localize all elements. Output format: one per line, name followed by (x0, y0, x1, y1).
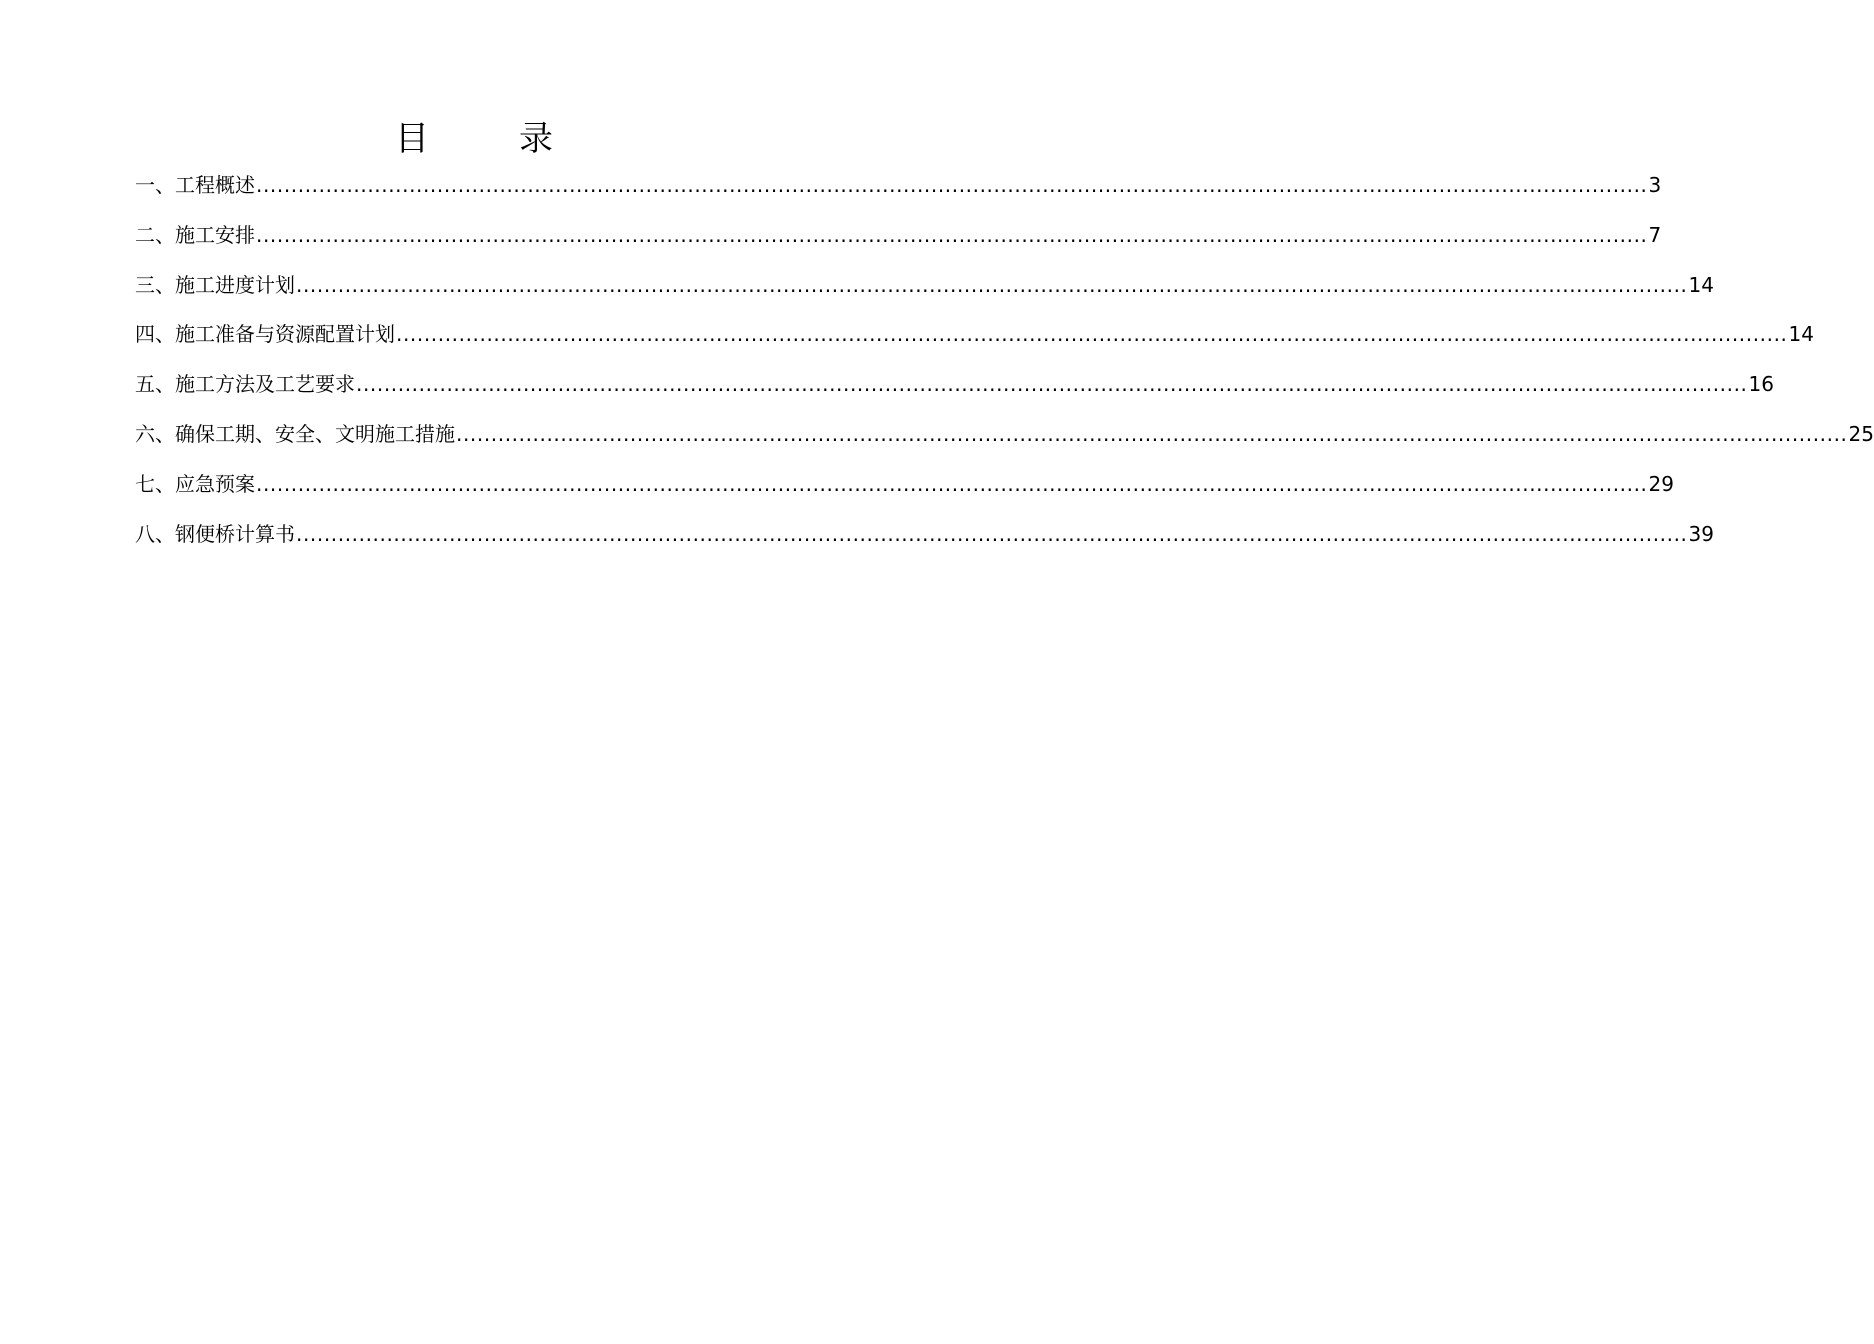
toc-entry-page: 25 (1848, 421, 1874, 446)
toc-entry[interactable] (135, 217, 1662, 267)
toc-entry[interactable] (135, 267, 1714, 317)
toc-dot-leader: ........................................................................................................................................................................................................ (296, 521, 1688, 546)
toc-list (135, 167, 1874, 565)
toc-title: 目 录 (395, 119, 581, 159)
toc-dot-leader: ........................................................................................................................................................................................................ (356, 372, 1748, 397)
toc-entry-label: 八、钢便桥计算书 (135, 521, 295, 546)
toc-dot-leader: ........................................................................................................................................................................................................ (456, 421, 1848, 446)
toc-entry-label: 五、施工方法及工艺要求 (135, 372, 355, 397)
toc-entry[interactable] (135, 466, 1674, 516)
toc-entry-page: 7 (1648, 222, 1662, 247)
toc-dot-leader: ........................................................................................................................................................................................................ (256, 173, 1648, 197)
toc-entry-page: 3 (1648, 173, 1662, 197)
toc-dot-leader: ........................................................................................................................................................................................................ (256, 471, 1648, 496)
toc-entry[interactable] (135, 366, 1774, 416)
toc-entry-page: 14 (1688, 272, 1714, 297)
toc-entry-label: 六、确保工期、安全、文明施工措施 (135, 421, 455, 446)
toc-entry-page: 39 (1688, 521, 1714, 546)
toc-entry[interactable] (135, 167, 1662, 217)
toc-entry-label: 三、施工进度计划 (135, 272, 295, 297)
toc-dot-leader: ........................................................................................................................................................................................................ (296, 272, 1688, 297)
toc-entry-page: 14 (1788, 322, 1814, 347)
toc-dot-leader: ........................................................................................................................................................................................................ (256, 222, 1648, 247)
toc-dot-leader: ........................................................................................................................................................................................................ (396, 322, 1788, 347)
toc-entry[interactable] (135, 416, 1874, 466)
toc-entry-label: 四、施工准备与资源配置计划 (135, 322, 395, 347)
toc-entry-label: 二、施工安排 (135, 222, 255, 247)
toc-entry[interactable] (135, 316, 1814, 366)
toc-entry-page: 29 (1648, 471, 1674, 496)
toc-entry-page: 16 (1748, 372, 1774, 397)
toc-entry-label: 七、应急预案 (135, 471, 255, 496)
toc-entry[interactable] (135, 516, 1714, 566)
toc-entry-label: 一、工程概述 (135, 173, 255, 197)
